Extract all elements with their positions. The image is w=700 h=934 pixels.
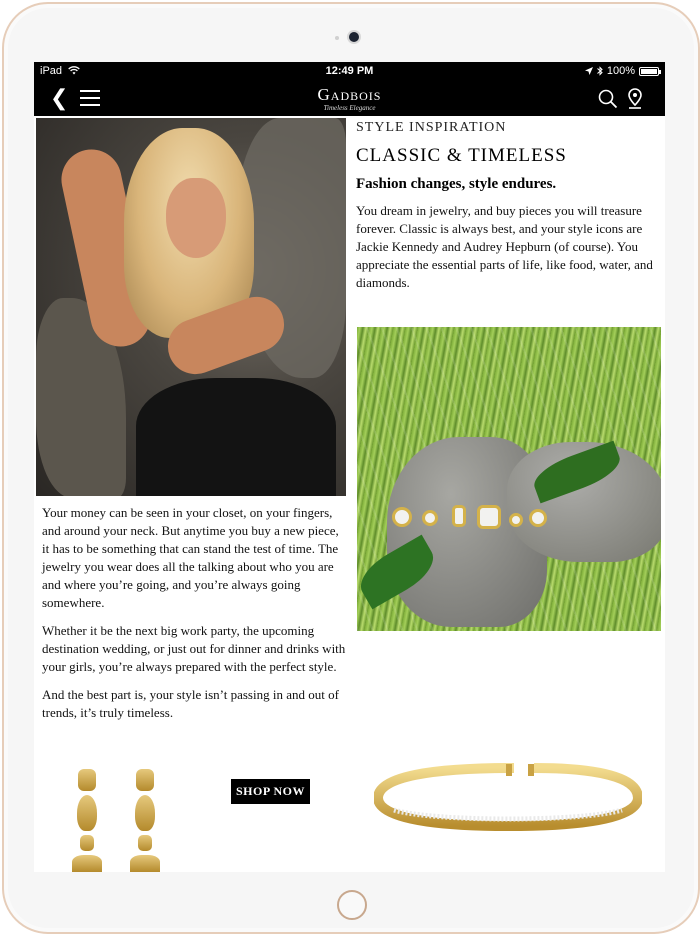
brand-logo[interactable] — [34, 86, 665, 112]
location-arrow-icon — [585, 67, 593, 75]
front-camera — [349, 32, 359, 42]
brand-name: Gadbois — [317, 85, 382, 104]
nav-bar — [34, 82, 665, 116]
article-eyebrow: STYLE INSPIRATION — [356, 120, 507, 135]
jewelry-on-rocks-photo — [357, 327, 661, 631]
body-paragraph: And the best part is, your style isn’t passing in and out of trends, it’s truly timeless. — [42, 687, 339, 720]
shop-now-button[interactable]: SHOP NOW — [231, 779, 310, 804]
article-subtitle: Fashion changes, style endures. — [356, 176, 557, 192]
model-photo — [36, 118, 346, 496]
body-paragraph: Whether it be the next big work party, the upcoming destination wedding, or just out for dinner and drinks with your girls, you’re always prepared with the perfect style. — [42, 623, 346, 674]
location-pin-icon[interactable] — [627, 88, 643, 110]
gold-earrings-image — [70, 769, 200, 872]
article-title: CLASSIC & TIMELESS — [356, 145, 567, 166]
app-screen — [34, 62, 665, 872]
body-paragraph: Your money can be seen in your closet, on your fingers, and around your neck. But anytime you buy a new piece, it has to be something that can stand the test of time. The jewelry you wear does all the talking about who you are and where you’re going, and you’re always going somewhere. — [42, 505, 339, 610]
article-intro: You dream in jewelry, and buy pieces you will treasure forever. Classic is always best, and your style icons are Jackie Kennedy and Audrey Hepburn (of course). You appreciate the essential parts of life, like food, water, and diamonds. — [356, 203, 653, 290]
brand-tagline: Timeless Elegance — [323, 104, 376, 112]
status-time: 12:49 PM — [325, 65, 374, 77]
back-chevron-icon[interactable]: ❮ — [50, 86, 69, 111]
battery-percent: 100% — [606, 65, 635, 77]
status-right — [585, 65, 659, 77]
bluetooth-icon — [597, 66, 603, 76]
article-body — [42, 504, 348, 732]
gold-bracelet-image — [374, 762, 642, 832]
search-icon[interactable] — [598, 89, 618, 109]
battery-icon — [639, 67, 659, 76]
article-header — [356, 118, 661, 292]
device-label: iPad — [40, 65, 63, 77]
home-button[interactable] — [337, 890, 367, 920]
proximity-sensor — [335, 36, 339, 40]
status-bar — [34, 62, 665, 82]
